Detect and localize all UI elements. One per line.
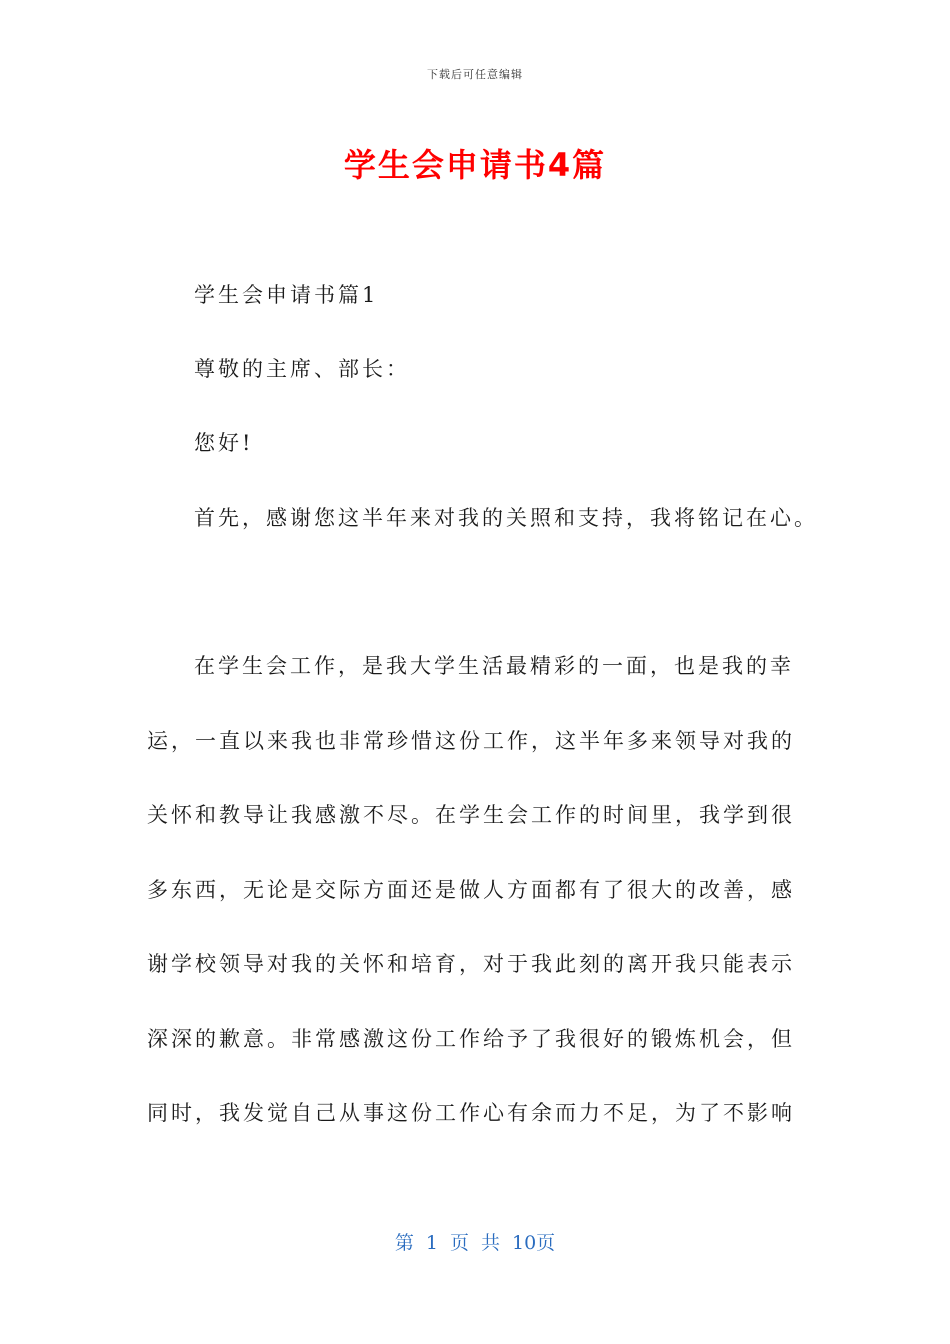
footer-prefix: 第 [394, 1232, 414, 1254]
document-title: 学生会申请书4篇 [343, 146, 607, 184]
paragraph-2-line: 谢学校领导对我的关怀和培育，对于我此刻的离开我只能表示 [147, 952, 792, 976]
salutation: 尊敬的主席、部长： [194, 357, 410, 381]
paragraph-2-line: 关怀和教导让我感激不尽。在学生会工作的时间里，我学到很 [147, 803, 792, 827]
section-heading: 学生会申请书篇1 [194, 283, 379, 307]
paragraph-2-line: 深深的歉意。非常感激这份工作给予了我很好的锻炼机会，但 [147, 1027, 792, 1051]
page-header-note: 下载后可任意编辑 [427, 68, 523, 81]
footer-total-pages: 10页 [511, 1232, 556, 1254]
page-footer [0, 1228, 950, 1255]
footer-mid: 页 共 [449, 1232, 500, 1254]
paragraph-2-line: 在学生会工作，是我大学生活最精彩的一面，也是我的幸 [194, 654, 791, 678]
footer-current-page: 1 [425, 1232, 438, 1254]
greeting: 您好! [194, 431, 254, 455]
paragraph-1: 首先，感谢您这半年来对我的关照和支持，我将铭记在心。 [194, 506, 818, 530]
paragraph-2-line: 同时，我发觉自己从事这份工作心有余而力不足，为了不影响 [147, 1101, 792, 1125]
paragraph-2-line: 运，一直以来我也非常珍惜这份工作，这半年多来领导对我的 [147, 729, 792, 753]
paragraph-2-line: 多东西，无论是交际方面还是做人方面都有了很大的改善，感 [147, 878, 792, 902]
